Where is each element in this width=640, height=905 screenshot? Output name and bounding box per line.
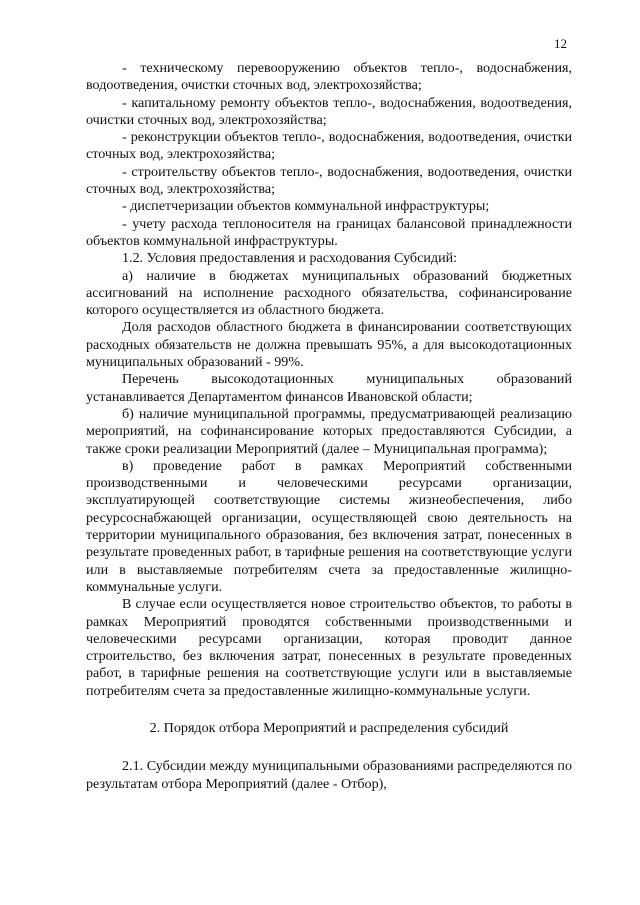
subsection-title: 1.2. Условия предоставления и расходования Субсидий: — [122, 250, 458, 267]
paragraph: б) наличие муниципальной программы, предусматривающей реализацию мероприятий, на софинансирование которых предоставляются Субсидии, а также сроки реализации Мероприятий (далее – Муниципальная программа); — [86, 405, 572, 457]
paragraph: В случае если осуществляется новое строительство объектов, то работы в рамках Мероприятий проводятся собственными производственными и человеческими ресурсами организации, которая проводит данное строительство, без включения затрат, понесенных в результате проведенных работ, в тарифные решения на соответствующие услуги или в выставляемые потребителям счета за предоставленные жилищно-коммунальные услуги. — [86, 596, 572, 699]
page-number: 12 — [554, 36, 567, 51]
paragraph: Перечень высокодотационных муниципальных образований устанавливается Департаментом финансов Ивановской области; — [86, 371, 572, 405]
list-item: - диспетчеризации объектов коммунальной инфраструктуры; — [122, 198, 490, 215]
list-item: - техническому перевооружению объектов тепло-, водоснабжения, водоотведения, очистки сточных вод, электрохозяйства; — [86, 60, 572, 94]
paragraph: Доля расходов областного бюджета в финансировании соответствующих расходных обязательств не должна превышать 95%, а для высокодотационных муниципальных образований - 99%. — [86, 319, 572, 371]
list-item: - капитальному ремонту объектов тепло-, водоснабжения, водоотведения, очистки сточных вод, электрохозяйства; — [86, 94, 572, 128]
paragraph: в) проведение работ в рамках Мероприятий собственными производственными и человеческими ресурсами организации, эксплуатирующей соответствующие системы жизнеобеспечения, либо ресурсоснабжающей организации, осуществляющей свою деятельность на территории муниципального образования, без включения затрат, понесенных в результате проведенных работ, в тарифные решения на соответствующие услуги или в выставляемые потребителям счета за предоставленные жилищно-коммунальные услуги. — [86, 457, 572, 595]
list-item: - строительству объектов тепло-, водоснабжения, водоотведения, очистки сточных вод, электрохозяйства; — [86, 163, 572, 198]
document-body — [86, 60, 572, 793]
list-item: - реконструкции объектов тепло-, водоснабжения, водоотведения, очистки сточных вод, электрохозяйства; — [86, 129, 572, 163]
section-heading: 2. Порядок отбора Мероприятий и распределения субсидий — [149, 719, 509, 736]
paragraph: а) наличие в бюджетах муниципальных образований бюджетных ассигнований на исполнение расходного обязательства, софинансирование которого осуществляется из областного бюджета. — [86, 267, 572, 319]
list-item: - учету расхода теплоносителя на границах балансовой принадлежности объектов коммунальной инфраструктуры. — [86, 215, 572, 249]
paragraph: 2.1. Субсидии между муниципальными образованиями распределяются по результатам отбора Мероприятий (далее - Отбор), — [86, 758, 572, 792]
